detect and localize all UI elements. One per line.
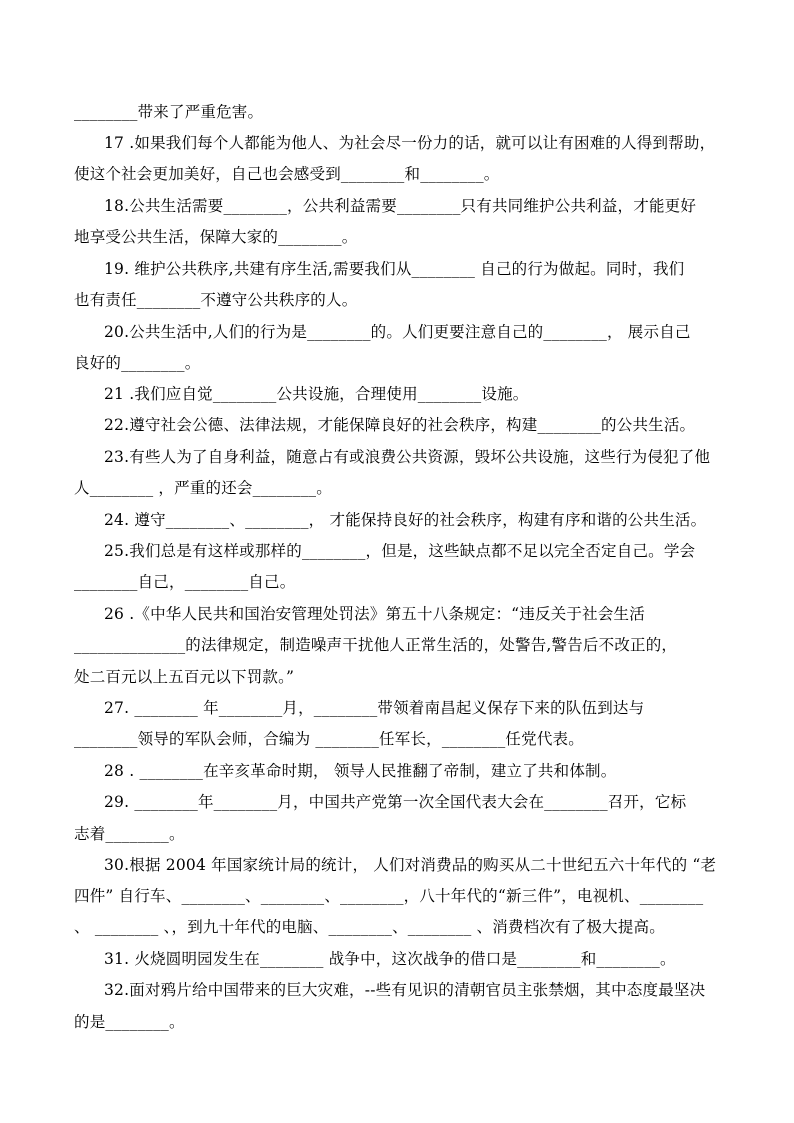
question-26: 26 .《中华人民共和国治安管理处罚法》第五十八条规定：“违反关于社会生活 (104, 605, 645, 623)
question-19: 19. 维护公共秩序,共建有序生活,需要我们从________ 自己的行为做起。同时，我们 (104, 260, 685, 278)
question-31: 31. 火烧圆明园发生在________ 战争中，这次战争的借口是________和________。 (104, 950, 676, 968)
text-line-19: 处二百元以上五百元以下罚款。” (74, 668, 295, 686)
question-20: 20.公共生活中,人们的行为是________的。人们更要注意自己的________， 展示自己 (104, 323, 691, 341)
text-line-24: 志着________。 (74, 825, 185, 843)
text-line-16: ________自己，________自己。 (74, 573, 296, 591)
text-line-26: 四件” 自行车、________、________、________，八十年代的“新三件”，电视机、________ (74, 887, 704, 905)
question-29: 29. ________年________月，中国共产党第一次全国代表大会在________召开，它标 (104, 793, 687, 811)
question-18: 18.公共生活需要________，公共利益需要________只有共同维护公共利益，才能更好 (104, 197, 697, 215)
question-23: 23.有些人为了自身利益，随意占有或浪费公共资源，毁坏公共设施，这些行为侵犯了他 (104, 448, 711, 466)
question-28: 28 . ________在辛亥革命时期， 领导人民推翻了帝制，建立了共和体制。 (104, 762, 617, 780)
text-line-9: 良好的________。 (74, 354, 201, 372)
question-21: 21 .我们应自觉________公共设施，合理使用________设施。 (104, 385, 529, 403)
text-line-21: ________领导的军队会师，合编为 ________任军长，________任党代表。 (74, 730, 584, 748)
text-line-13: 人________ ，严重的还会________。 (74, 479, 332, 497)
text-line-30: 的是________。 (74, 1013, 185, 1031)
question-32: 32.面对鸦片给中国带来的巨大灾难，--些有见识的清朝官员主张禁烟，其中态度最坚决 (104, 981, 706, 999)
text-line-18: ______________的法律规定，制造噪声干扰他人正常生活的，处警告,警告后不改正的， (74, 636, 678, 654)
text-line-7: 也有责任________不遵守公共秩序的人。 (74, 291, 358, 309)
question-30: 30.根据 2004 年国家统计局的统计， 人们对消费品的购买从二十世纪五六十年代的 “老 (104, 856, 717, 874)
text-line-27: 、 ________ 、，到九十年代的电脑、________、________ 、消费档次有了极大提高。 (74, 918, 665, 936)
text-line-3: 使这个社会更加美好，自己也会感受到________和________。 (74, 165, 500, 183)
text-line-5: 地享受公共生活，保障大家的________。 (74, 228, 358, 246)
question-22: 22.遵守社会公德、法律法规，才能保障良好的社会秩序，构建________的公共生活。 (104, 416, 696, 434)
question-27: 27. ________ 年________月，________带领着南昌起义保存下来的队伍到达与 (104, 699, 645, 717)
question-17: 17 .如果我们每个人都能为他人、为社会尽一份力的话，就可以让有困难的人得到帮助， (104, 134, 716, 152)
text-line-1: ________带来了严重危害。 (74, 103, 264, 121)
question-24: 24. 遵守________、________， 才能保持良好的社会秩序，构建有序和谐的公共生活。 (104, 511, 707, 529)
question-25: 25.我们总是有这样或那样的________，但是，这些缺点都不足以完全否定自己。学会 (104, 542, 696, 560)
